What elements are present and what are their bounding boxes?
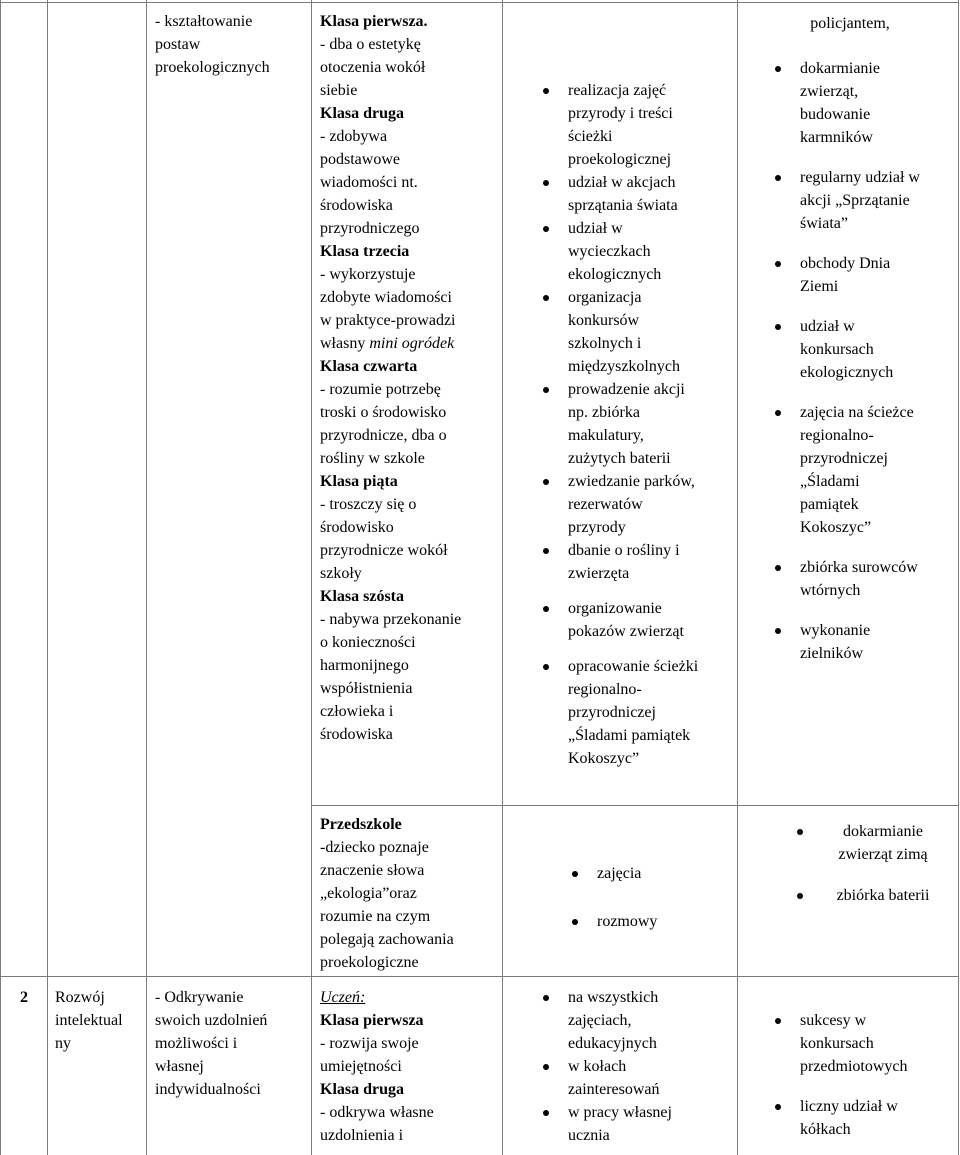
row2-area-cell [55,986,145,1055]
grid-line-col4 [502,0,503,1155]
row1-outcomes-cell [320,10,500,746]
bullet-icon [543,88,549,94]
bullet-icon [543,295,549,301]
grade-2-text: - zdobywa podstawowe wiadomości nt. środowiska przyrodniczego [320,128,420,237]
bullet-icon [775,628,781,634]
bullet-icon [797,829,803,835]
preschool-evidence-cell [792,820,956,907]
grade-4-text: - rozumie potrzebę troski o środowisko przyrodnicze, dba o rośliny w szkole [320,381,447,467]
grid-line-top [0,2,959,3]
row2-goal-cell [155,986,310,1101]
list-item: regularny udział w akcji „Sprzątanie świata” [770,166,958,235]
row2-grade-2-heading: Klasa druga [320,1081,405,1098]
bullet-icon [797,893,803,899]
grade-5-text: - troszczy się o środowisko przyrodnicze wokół szkoły [320,496,448,582]
preschool-text: -dziecko poznaje znaczenie słowa „ekologia”oraz rozumie na czym polegają zachowania proekologiczne [320,839,454,971]
bullet-icon [775,565,781,571]
grade-6-text: - nabywa przekonanie o konieczności harmonijnego współistnienia człowieka i środowiska [320,611,462,743]
bullet-icon [543,226,549,232]
list-item: prowadzenie akcji np. zbiórka makulatury, zużytych baterii [538,378,736,470]
grade-5-heading: Klasa piąta [320,473,398,490]
grade-2-heading: Klasa druga [320,105,405,122]
bullet-icon [775,410,781,416]
bullet-icon [543,180,549,186]
row1-goal-cell [155,10,305,79]
row1-evidence-list [770,57,958,665]
grade-4-heading: Klasa czwarta [320,358,418,375]
preschool-evidence-list [792,820,956,907]
grade-3-text: - wykorzystuje zdobyte wiadomości w praktyce-prowadzi własny [320,266,456,352]
grid-line-col2 [146,0,147,1155]
row2-methods-list [538,986,736,1147]
list-item: liczny udział w kółkach [770,1095,958,1141]
row2-grade-1-text: - rozwija swoje umiejętności [320,1035,419,1075]
list-item: na wszystkich zajęciach, edukacyjnych [538,986,736,1055]
row1-evidence-top-cell [745,12,955,35]
list-item: opracowanie ścieżki regionalno- przyrodniczej „Śladami pamiątek Kokoszyc” [538,655,736,770]
bullet-icon [572,871,578,877]
list-item: zwiedzanie parków, rezerwatów przyrody [538,470,736,539]
row2-area-text: Rozwój intelektual ny [55,989,123,1052]
bullet-icon [543,1110,549,1116]
list-item: dbanie o rośliny i zwierzęta [538,539,736,585]
row2-grade-2-text: - odkrywa własne uzdolnienia i [320,1104,434,1144]
grade-1-text: - dba o estetykę otoczenia wokół siebie [320,36,426,99]
grid-line-col3 [311,0,312,1155]
list-item: organizacja konkursów szkolnych i międzyszkolnych [538,286,736,378]
bullet-icon [775,1104,781,1110]
row2-outcomes-cell [320,986,500,1147]
grid-line-left [0,0,1,1155]
bullet-icon [543,479,549,485]
grade-3-italic: mini ogródek [369,335,455,352]
row1-evidence-cell [770,57,958,665]
preschool-methods-cell [567,862,732,933]
list-item: wykonanie zielników [770,619,958,665]
list-item: zajęcia [567,862,732,885]
preschool-heading: Przedszkole [320,816,402,833]
grade-1-heading: Klasa pierwsza. [320,13,428,30]
row2-goal-text: - Odkrywanie swoich uzdolnień możliwości i własnej indywidualności [155,989,268,1098]
grid-line-right [958,0,959,1155]
pupil-label: Uczeń: [320,989,366,1006]
row-number: 2 [20,989,28,1006]
bullet-icon [543,664,549,670]
list-item: w pracy własnej ucznia [538,1101,736,1147]
row2-evidence-list [770,1009,958,1141]
bullet-icon [775,66,781,72]
grid-line-col5 [737,0,738,1155]
list-item: zbiórka baterii [792,884,956,907]
row1-methods-cell [538,79,736,770]
row2-methods-cell [538,986,736,1147]
bullet-icon [775,261,781,267]
list-item: w kołach zainteresowań [538,1055,736,1101]
list-item: obchody Dnia Ziemi [770,252,958,298]
list-item: dokarmianie zwierząt zimą [792,820,956,866]
list-item: zajęcia na ścieżce regionalno- przyrodniczej „Śladami pamiątek Kokoszyc” [770,401,958,539]
grade-3-heading: Klasa trzecia [320,243,410,260]
row2-number-cell [20,986,45,1009]
bullet-icon [543,387,549,393]
bullet-icon [775,175,781,181]
list-item: realizacja zajęć przyrody i treści ścieżki proekologicznej [538,79,736,171]
evidence-top-text: policjantem, [810,15,890,32]
row2-evidence-cell [770,1009,958,1141]
bullet-icon [775,324,781,330]
grid-line-row2-top [0,976,959,977]
grid-line-preschool-top [311,805,959,806]
row1-goal-text: - kształtowanie postaw proekologicznych [155,13,270,76]
list-item: rozmowy [567,910,732,933]
list-item: sukcesy w konkursach przedmiotowych [770,1009,958,1078]
list-item: udział w konkursach ekologicznych [770,315,958,384]
grade-6-heading: Klasa szósta [320,588,404,605]
list-item: organizowanie pokazów zwierząt [538,597,736,643]
list-item: dokarmianie zwierząt, budowanie karmników [770,57,958,149]
row1-methods-list [538,79,736,770]
row2-grade-1-heading: Klasa pierwsza [320,1012,424,1029]
bullet-icon [543,995,549,1001]
bullet-icon [543,548,549,554]
preschool-outcomes-cell [320,813,500,974]
list-item: zbiórka surowców wtórnych [770,556,958,602]
bullet-icon [543,606,549,612]
bullet-icon [572,919,578,925]
bullet-icon [775,1018,781,1024]
preschool-methods-list [567,862,732,933]
list-item: udział w wycieczkach ekologicznych [538,217,736,286]
grade-3-paragraph [320,263,500,355]
bullet-icon [543,1064,549,1070]
list-item: udział w akcjach sprzątania świata [538,171,736,217]
grid-line-col1 [47,0,48,1155]
